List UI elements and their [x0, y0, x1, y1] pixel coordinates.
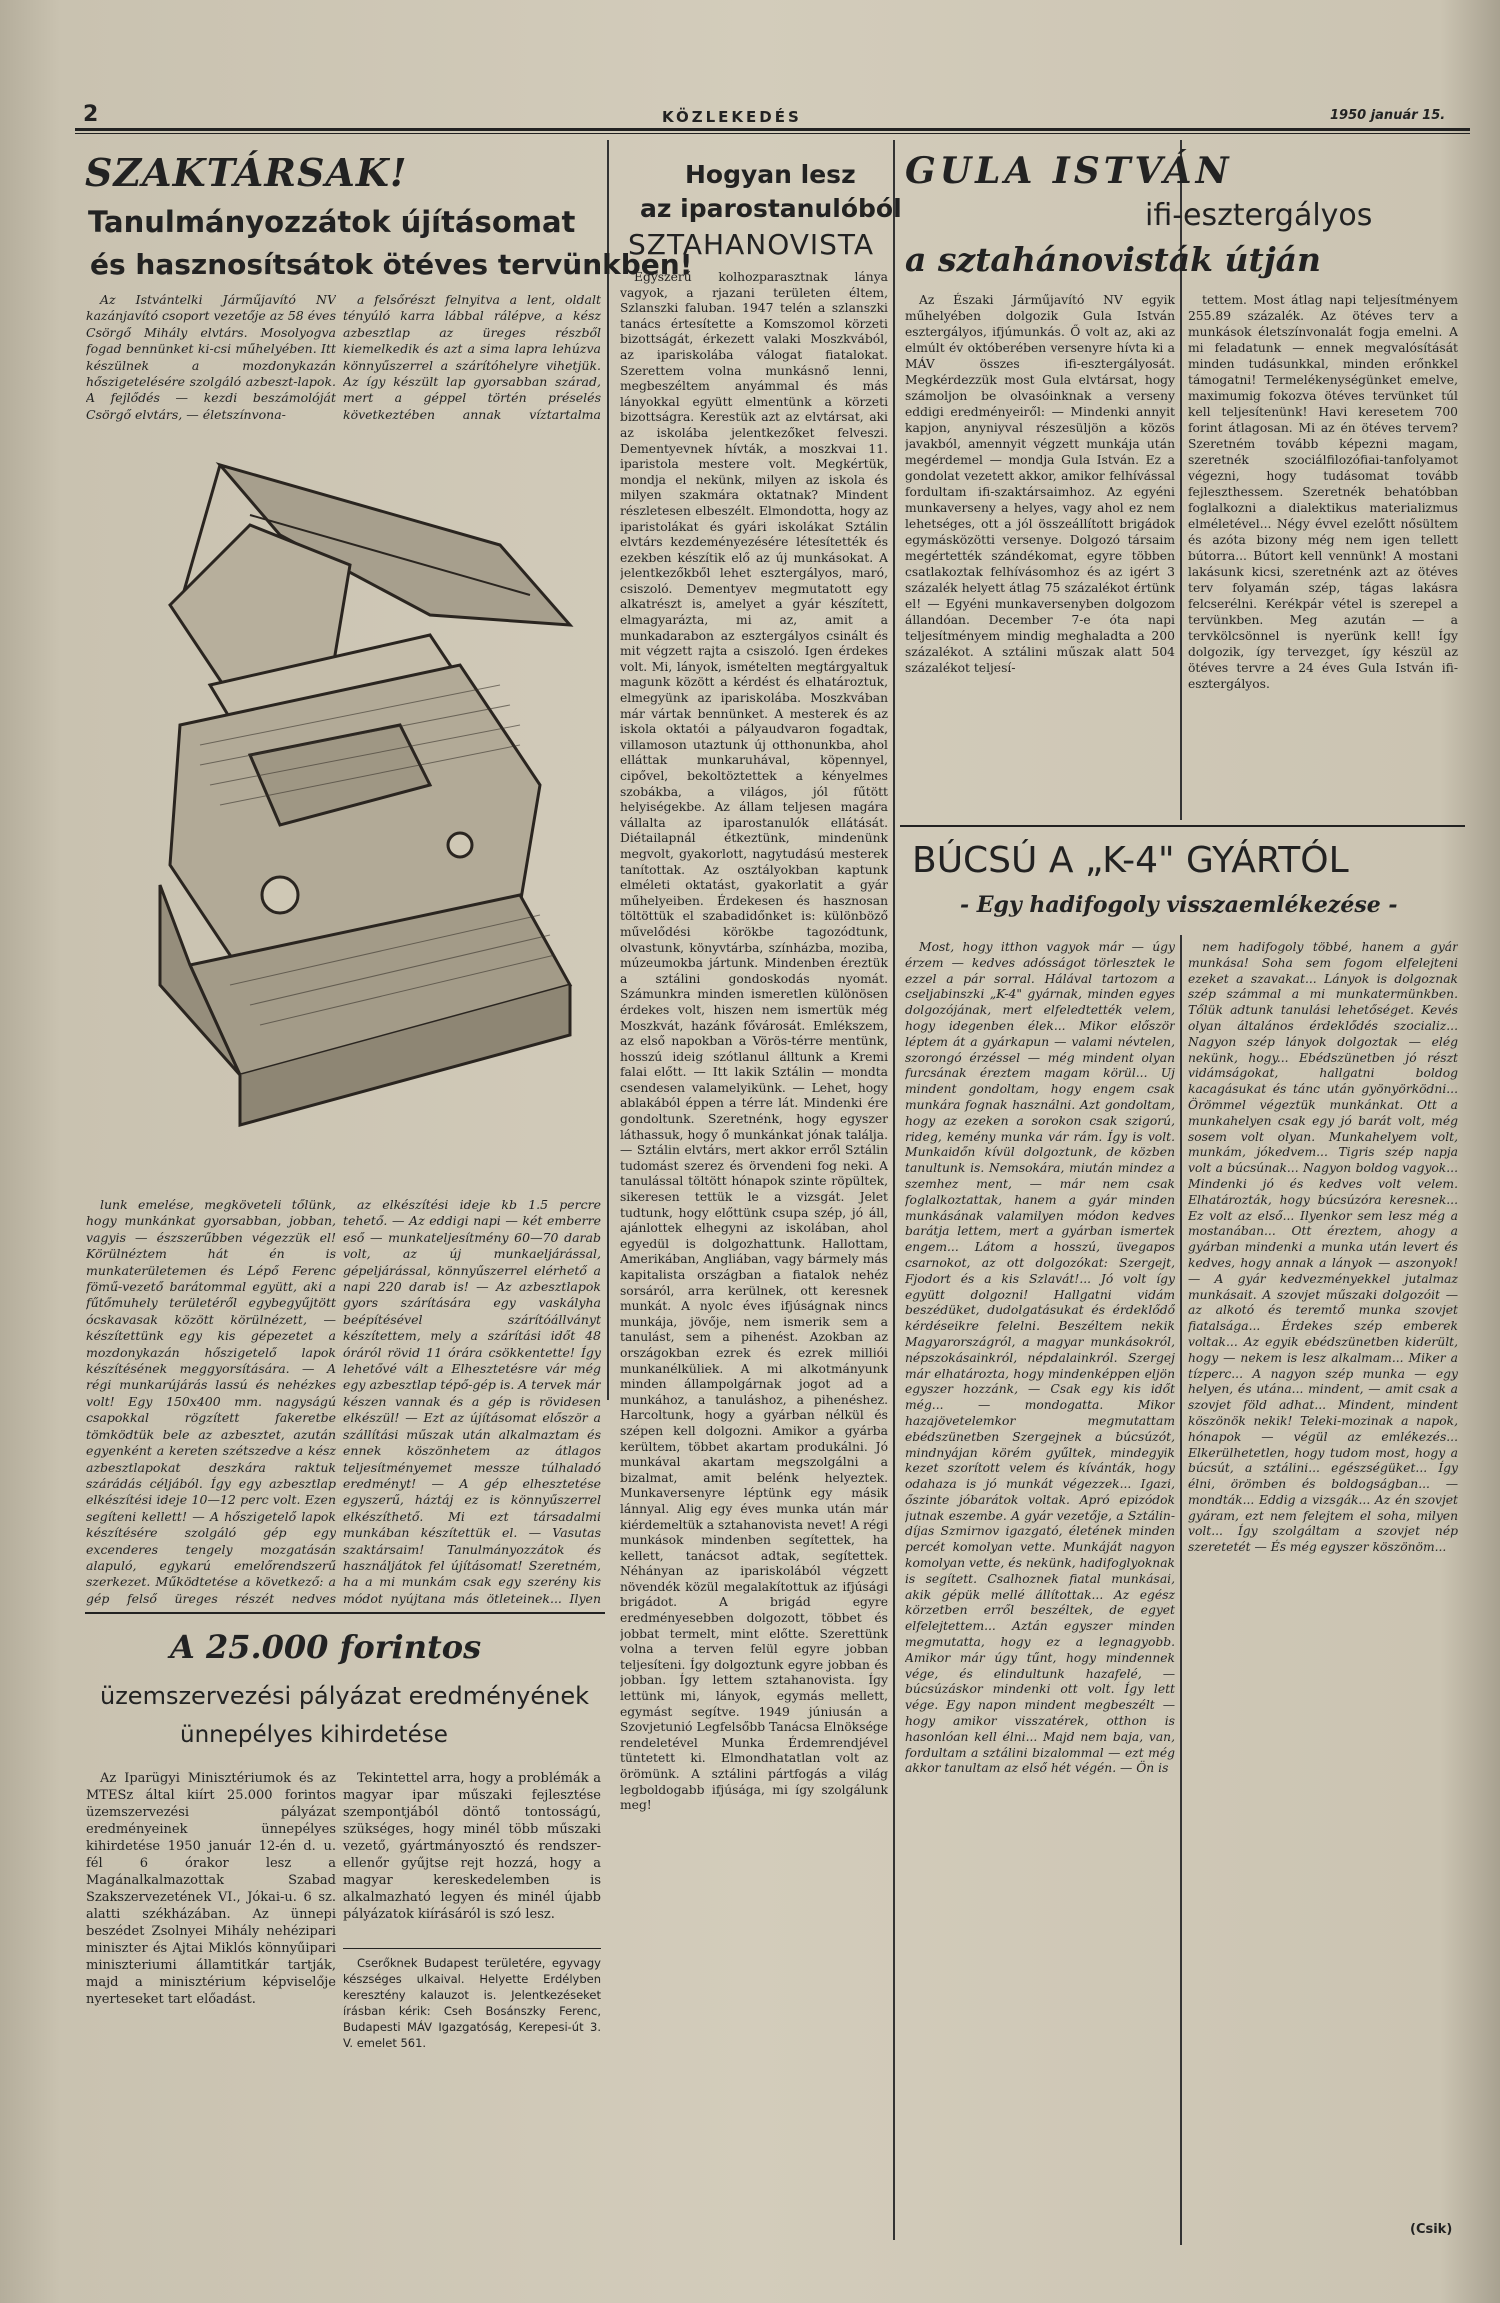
- bucsu-left: Most, hogy itthon vagyok már — úgy érzem — kedves adósságot törlesztek le ezzel a pár sorral. Hálával tartozom a cseljabinszki „K-4" gyárnak, minden egyes dolgozójának, mert elfeledtették velem, hogy idegenben élek... Mikor először léptem át a gyárkapun — valami névtelen, szorongó érzéssel — még mindent olyan furcsának éreztem magam körül... Uj mindent gondoltam, hogy engem csak munkára fognak használni. Azt gondoltam, hogy az ezeken a sorokon csak szigorú, rideg, kemény munka vár rám. Így is volt. Munkaidőn kívül dolgoztunk, de közben tanultunk is. Nemsokára, miután mindez a szemhez ment, — már nem csak foglalkoztattak, hanem a gyár minden munkásának valamilyen módon kedves barátja lettem, mert a gyárban ismertek engem... Látom a hosszú, üvegapos csarnokot, az ott dolgozókat: Szergejt, Fjodort és a kis Szlavát!... Jó volt így együtt dolgozni! Hallgatni vidám beszédüket, dudolgatásukat és érdeklődő kérdéseikre felelni. Beszéltem nekik Magyarországról, a magyar munkásokról, népszokásainkról, népdalainkról. Szergej már elhatározta, hogy mindenképpen eljön egyszer hozzánk, — Csak egy kis időt még... — mondogatta. Mikor hazajövetelemkor megmutattam ebédszünetben Szergejnek a búcsúzót, mindnyájan körém gyűltek, mindegyik kezet szorított velem és kívánták, hogy odahaza is jó munkát végezzek... Igazi, őszinte jóbarátok voltak. Apró epizódok jutnak eszembe. A gyár vezetője, a Sztálin-díjas Szmirnov igazgató, életének minden percét komolyan vette. Munkáját nagyon komolyan vette, és nekünk, hadifoglyoknak is segített. Csalhoznek fiatal munkásai, akik gépük mellé állítottak... Az egész körzetben erről beszéltek, de egyet elfelejtettem... Aztán egyszer minden megmutatta, hogy ez a legnagyobb. Amikor már úgy tűnt, hogy mindennek vége, és elindultunk hazafelé, — búcsúzáskor mindenki ott volt. Így lett vége. Egy napon mindent megbeszélt — hogy amikor visszatérek, otthon is hasonlóan kell élni... Majd nem baja, van, fordultam a sztálini bizalommal — ezt még akkor tanultam az első hét végén. — Ön is: [905, 940, 1175, 1776]
- column-rule: [607, 140, 609, 1400]
- header-rule-thin: [75, 133, 1470, 134]
- header-rule: [75, 128, 1470, 131]
- gula-subtitle-2: a sztahánovisták útján: [905, 240, 1322, 279]
- szaktarsak-intro-right: a felsőrészt felnyitva a lent, oldalt tényúló karra lábbal rálépve, a kész azbesztlap az üreges részből kiemelkedik és azt a sima lapra lehúzva könnyűszerrel a szárítóhelyre vihetjük. Az így készült lap gyorsabban szárad, mert a géppel történ préselés következtében annak víztartalma: [343, 292, 601, 422]
- masthead: KÖZLEKEDÉS: [662, 108, 802, 126]
- gula-left: Az Északi Járműjavító NV egyik műhelyében dolgozik Gula István esztergályos, ifjúmunkás. Ő volt az, aki az elmúlt év októberében versenyre hívta ki a MÁV összes ifi-esztergályosát. Megkérdezzük most Gula elvtársat, hogy számoljon be olvasóinknak a verseny eddigi eredményeiről: — Mindenki annyit kapjon, anyniyval részesüljön a közös javakból, amennyit végzett munkája után megérdemel — mondja Gula István. Ez a gondolat vezetett akkor, amikor felhívással fordultam ifi-szaktársaimhoz. Az egyéni munkaverseny a helyes, vagy ahol ez nem lehetséges, ott a jól összeállított brigádok egymásközötti versenye. Dolgozó társaim megértették szándékomat, egyre többen csatlakoztak felhívásomhoz és az igért 3 százalék helyett átlag 75 százalékot értünk el! — Egyéni munkaversenyben dolgozom állandóan. December 7-e óta napi teljesítményem mindig meghaladta a 200 százalékot. A sztálini műszak alatt 504 százalékot teljesí-: [905, 293, 1175, 675]
- palyazat-subtitle: üzemszervezési pályázat eredményének: [100, 1682, 589, 1710]
- bucsu-signature: (Csik): [1410, 2222, 1453, 2237]
- szaktarsak-body-left: lunk emelése, megköveteli tőlünk, hogy munkánkat gyorsabban, jobban, vagyis — észszerűbben végezzük el! Körülnéztem hát én is munkaterületemen és Lépő Ferenc fömű-vezető barátommal együtt, aki a fűtőmuhely területéről egybegyűjtött ócskavasak között körülnézett, — készítettünk egy kis gépezetet a mozdonykazán hőszigetelő lapok készítésének meggyorsítására. — A régi munkarújárás lassú és nehézkes volt! Egy 150x400 mm. nagyságú csapokkal rögzített fakeretbe tömködtük bele az azbesztet, azután egyenként a kereten szétszedve a kész azbesztlapokat deszkára raktuk szárádás céljából. Így egy azbesztlap elkészítési ideje 10—12 perc volt. Ezen segíteni kellett! — A hőszigetelő lapok készítésére szolgáló gép egy excenderes tengely mozgatásán alapuló, egykarú emelőrendszerű szerkezet. Működtetése a következő: a gép felső üreges részét nedves: [86, 1197, 336, 1606]
- szaktarsak-subtitle-2: és hasznosítsátok ötéves tervünkben!: [90, 248, 693, 281]
- section-rule: [85, 1612, 605, 1614]
- sztahanovista-title-2: az iparostanulóból: [640, 194, 902, 223]
- bucsu-subtitle: - Egy hadifogoly visszaemlékezése -: [960, 892, 1398, 918]
- szaktarsak-subtitle: Tanulmányozzátok újításomat: [88, 205, 576, 239]
- column-rule: [1180, 935, 1182, 2245]
- column-rule: [893, 140, 895, 2240]
- bucsu-title: BÚCSÚ A „K-4" GYÁRTÓL: [912, 840, 1349, 881]
- section-rule: [900, 825, 1465, 827]
- gula-subtitle: ifi-esztergályos: [1145, 198, 1373, 233]
- gula-right: tettem. Most átlag napi teljesítményem 255.89 százalék. Az ötéves terv a munkások életszínvonalát fogja emelni. A mi feladatunk — ennek megvalósítását minden tudásunkkal, minden erőnkkel támogatni! Termelékenységünket emelve, maximumig fokozva ötéves tervünket túl kell teljesítenünk! Havi keresetem 700 forint átlagosan. Mi az én ötéves tervem? Szeretném tovább képezni magam, szeretnék szociálfilozófiai-tanfolyamot végezni, hogy tudásomat tovább fejleszthessem. Szeretnék behatóbban foglalkozni a dialektikus materializmus elméletével... Négy évvel ezelőtt nősültem és azóta bizony még nem igen tellett bútorra... Bútort kell vennünk! A mostani lakásunk kicsi, szeretnénk azt az ötéves terv folyamán szép, tágas lakásra felcserélni. Kerékpár vétel is szerepel a tervünkben. Meg azután — a tervkölcsönnel is nyerünk kell! Így dolgozik, így tervezget, így készül az ötéves tervre a 24 éves Gula István ifi-esztergályos.: [1188, 293, 1458, 691]
- szaktarsak-intro-left: Az Istvántelki Járműjavító NV kazánjavító csoport vezetője az 58 éves Csörgő Mihály elvtárs. Mosolyogva fogad bennünket ki-csi műhelyében. Itt készülnek a mozdonykazán hőszigetelésére szolgáló azbeszt-lapok. A fejlődés — kezdi beszámolóját Csörgő elvtárs, — életszínvona-: [86, 292, 336, 422]
- sztahanovista-title-1: Hogyan lesz: [685, 160, 856, 189]
- palyazat-subtitle-2: ünnepélyes kihirdetése: [180, 1722, 448, 1748]
- sztahanovista-text: Egyszerű kolhozparasztnak lánya vagyok, a rjazani területen éltem, Szlanszki faluban. 1947 telén a szlanszki tanács értesítette a Komszomol körzeti bizottságát, érkezett valaki Moszkvából, az ipariskolába válogat fiatalokat. Szerettem volna munkásnő lenni, megbeszéltem anyámmal és más lányokkal együtt elmentünk a körzeti bizottságra. Kerestük azt az elvtársat, aki az iskolába jelentkezőket felveszi. Dementyevnek hívták, a moszkvai 11. iparistola mestere volt. Megkértük, mondja el nekünk, milyen az iskola és milyen szakmára oktatnak? Mindent részletesen elbeszélt. Elmondotta, hogy az iparistolákat és gyári iskolákat Sztálin elvtárs kezdeményezésére létesítették és ezekben készítik elő az új munkásokat. A jelentkezőkből lehet esztergályos, maró, csiszoló. Dementyev megmutatott egy alkatrészt is, amelyet a gyár készített, elmagyarázta, mi az, amit a munkadarabon az esztergályos csinált és mit végzett rajta a csiszoló. Igen érdekes volt. Mi, lányok, ismételten megtárgyaltuk magunk között a kérdést és elhatároztuk, elmegyünk az ipariskolába. Moszkvában már vártak bennünket. A mesterek és az iskola oktatói a pályaudvaron fogadtak, villamoson utaztunk új otthonunkba, ahol elláttak munkaruhával, köpennyel, cipővel, bekoltöztettek a kényelmes szobákba, a világos, jól fűtött helyiségekbe. Az állam teljesen magára vállalta az iparostanulók ellátását. Diétailapnál étkeztünk, mindenünk megvolt, gyakorlott, nagytudású mesterek tanítottak. Az osztályokban kaptunk elméleti oktatást, gyakorlatit a gyár műhelyeiben. Érdekesen és hasznosan töltöttük el szabadidőnket is: különböző művelődési körökbe tagozódtunk, olvastunk, könyvtárba, színházba, moziba, múzeumokba jártunk. Mindenben éreztük a sztálini gondoskodás nyomát. Számunkra minden ismeretlen különösen érdekes volt, hiszen nem ismertük még Moszkvát, hazánk fővárosát. Emlékszem, az első napokban a Vörös-térre mentünk, hosszú ideig szótlanul álltunk a Kremi falai előtt. — Itt lakik Sztálin — mondta csendesen valamelyikünk. — Lehet, hogy ablakából éppen a térre lát. Mindenki ére gondoltunk. Szeretnénk, hogy egyszer láthassuk, hogy ő munkánkat jónak találja. — Sztálin elvtárs, mert akkor erről Sztálin tudomást szerez és örvendeni fog neki. A tanulással töltött hónapok szinte röpültek, sikeresen tettük le a vizsgát. Jelet tudtunk, hogy előttünk csupa szép, jó áll, ajánlottek elhegyni az iskolában, ahol egyedül is dolgozhattunk. Hallottam, Amerikában, Angliában, vagy bármely más kapitalista országban a fiatalok nehéz sorsáról, arra kerülnek, ott keresnek munkát. A nyolc éves ifjúságnak nincs munkája, jövője, nem ismerik sem a tanulást, sem a pihenést. Azokban az országokban ezrek és ezrek milliói munkanélküliek. A mi alkotmányunk minden állampolgárnak jogot ad a munkához, a tanuláshoz, a pihenéshez. Harcoltunk, hogy a gyárban nélkül és szépen kell dolgozni. Amikor a gyárba kerültem, többet akartam produkálni. Jó munkával akartam megszolgálni a bizalmat, amit belénk helyeztek. Munkaversenyre léptünk egy másik lánnyal. Alig egy éves munka után már kiérdemeltük a sztahanovista nevet! A régi munkások mindenben segítettek, ha kellett, tanácsot adtak, segítettek. Néhányan az ipariskolából végzett növendék közül megalakítottuk az ifjúsági brigádot. A brigád egyre eredményesebben dolgozott, többet és jobbat termelt, mint előtte. Szerettünk volna a terven felül egyre jobban teljesíteni. Így dolgoztunk egyre jobban és jobban. Így lettem sztahanovista. Így lettünk mi, lányok, egymás mellett, egymást segítve. 1949 júniusán a Szovjetunió Legfelsőbb Tanácsa Elnöksége rendeletével Munka Érdemrendjével tüntetett ki. Elmondhatatlan volt az örömünk. A sztálini pártfogás a világ legboldogabb ifjúsága, mi így szolgálunk meg!: [620, 270, 888, 1813]
- bucsu-right: nem hadifogoly többé, hanem a gyár munkása! Soha sem fogom elfelejteni ezeket a szavakat... Lányok is dolgoznak szép számmal a mi munkatermünkben. Tőlük adtunk tanulási lehetőséget. Kevés olyan általános érdeklődés szocializ... Nagyon szép lányok dolgoztak — elég nekünk, hogy... Ebédszünetben jó részt vidámságokat, hallgatni boldog kacagásukat és tánc után gyönyörködni... Örömmel végeztük munkánkat. Ott a munkahelyen csak egy jó barát volt, még sosem volt olyan. Munkahelyem volt, munkám, jókedvem... Tigris szép napja volt a búcsúnak... Nagyon boldog vagyok... Mindenki jó és kedves volt velem. Elhatározták, hogy búcsúzóra keresnek... Ez volt az első... Ilyenkor sem lesz még a mostanában... Ott éreztem, ahogy a gyárban mindenki a munka után levert és kedves, hogy annak a lányok — aszonyok! — A gyár kedvezményekkel jutalmaz munkásait. A szovjet műszaki dolgozóit — az alkotó és teremtő munka szovjet fiatalsága... Érdekes szép emberek voltak... Az egyik ebédszünetben kiderült, hogy — nekem is lesz alkalmam... Miker a tízperc... A nagyon szép munka — egy helyen, és utána... mindent, — amit csak a szovjet föld adhat... Mindent, mindent köszönök nekik! Teleki-mozinak a napok, hónapok — végül az emlékezés... Elkerülhetetlen, hogy tudom most, hogy a búcsút, a sztálini... egészségüket... Így élni, örömben és boldogságban... — mondták... Eddig a vizsgák... Az én szovjet gyáram, ezt nem felejtem el soha, milyen volt... Így szolgáltam a szovjet nép szeretetét — És még egyszer köszönöm...: [1188, 940, 1458, 1555]
- palyazat-left: Az Iparügyi Minisztériumok és az MTESz által kiírt 25.000 forintos üzemszervezési pályázat eredményeinek ünnepélyes kihirdetése 1950 január 12-én d. u. fél 6 órakor lesz a Magánalkalmazottak Szabad Szakszervezetének VI., Jókai-u. 6 sz. alatti székházában. Az ünnepi beszédet Zsolnyei Mihály nehézipari miniszter és Ajtai Miklós könnyűipari miniszteriumi államtitkár tartják, majd a minisztérium képviselője nyerteseket tart előadást.: [86, 1771, 336, 2007]
- szaktarsak-body-right: az elkészítési ideje kb 1.5 percre tehető. — Az eddigi napi — két emberre eső — munkateljesítmény 60—70 darab volt, az új munkaeljárással, gépeljárással, könnyűszerrel elérhető a napi 220 darab is! — Az azbesztlapok gyors szárítására egy vaskályha beépítésével szárítóállványt készítettem, mely a szárítási időt 48 óráról rövid 11 órára csökkentette! Így lehetővé vált a Elhesztetésre vár még egy azbesztlap tépő-gép is. A tervek már készen vannak és a gép is rövidesen elkészül! — Ezt az újításomat először a szállítási műszak után alkalmaztam és ennek köszönhetem az átlagos teljesítményemet messze túlhaladó eredményt! — A gép elhesztetése egyszerű, háztáj ez is könnyűszerrel elkészíthető. Mi ezt társadalmi munkában készítettük el. — Vasutas szaktársaim! Tanulmányozzátok és használjátok fel újításomat! Szeretném, ha a mi munkám csak egy szerény kis módot nyújtana más ötleteinek... Ilyen: [343, 1197, 601, 1606]
- ad-rule: [343, 1948, 601, 1949]
- szaktarsak-title: SZAKTÁRSAK!: [85, 150, 408, 195]
- palyazat-title: A 25.000 forintos: [170, 1628, 482, 1666]
- classified-ad: Cserőknek Budapest területére, egyvagy készséges ulkaival. Helyette Erdélyben keresztény kalauzot is. Jelentkezéseket írásban kérik: Cseh Bosánszky Ferenc, Budapesti MÁV Igazgatóság, Kerepesi-út 3. V. emelet 561.: [343, 1956, 601, 2050]
- gula-title: GULA ISTVÁN: [905, 150, 1233, 192]
- sztahanovista-title-3: SZTAHANOVISTA: [628, 228, 875, 261]
- page-number: 2: [83, 102, 99, 127]
- palyazat-right: Tekintettel arra, hogy a problémák a magyar ipar műszaki fejlesztése szempontjából döntő tontosságú, szükséges, hogy minél több műszaki vezető, gyártmányosztó és rendszer-ellenőr gyűjtse rejt hozzá, hogy a magyar kereskedelemben is alkalmazható legyen és minél újabb pályázatok kiírásáról is szó lesz.: [343, 1771, 601, 1922]
- machine-illustration: [100, 425, 600, 1195]
- issue-date: 1950 január 15.: [1330, 108, 1446, 123]
